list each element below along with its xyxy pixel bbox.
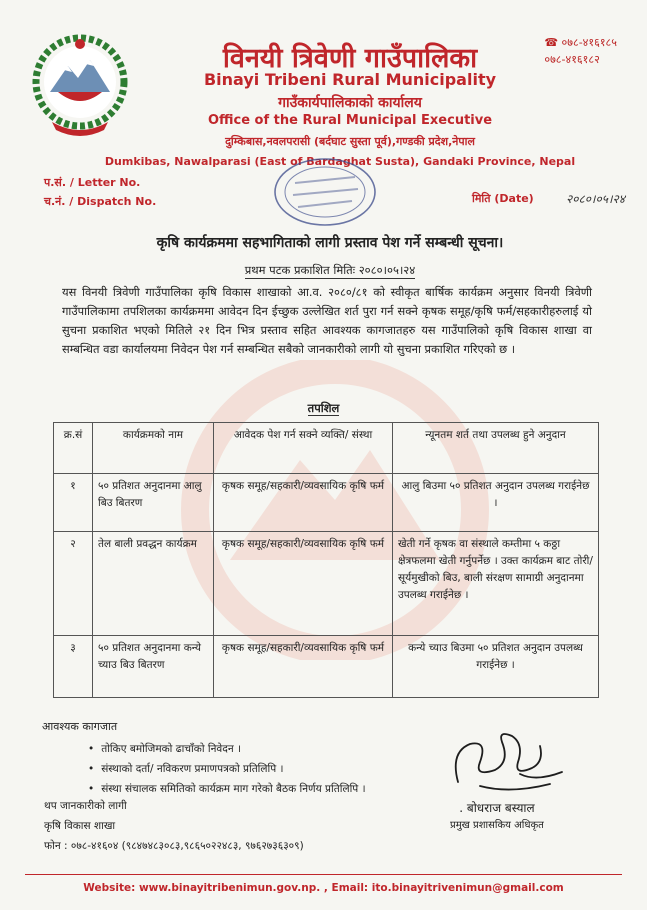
address-np: दुम्किबास,नवलपरासी (बर्दघाट सुस्ता पूर्व),गण्डकी प्रदेश,नेपाल bbox=[225, 135, 475, 148]
cell-condition: खेती गर्ने कृषक वा संस्थाले कम्तीमा ५ कठ्ठा क्षेत्रफलमा खेती गर्नुपर्नेछ । उक्त कार्यक्रम बाट तोरी/ सूर्यमुखीको बिउ, बाली संरक्षण सामाग्री अनुदानमा उपलब्ध गराईनेछ । bbox=[393, 532, 599, 636]
notice-subject: कृषि कार्यक्रममा सहभागिताको लागी प्रस्ताव पेश गर्ने सम्बन्धी सूचना। bbox=[156, 235, 504, 251]
signatory-name: . बोधराज बस्याल bbox=[459, 801, 535, 815]
phone-primary: ☎ ०७८-४१६१८५ bbox=[544, 36, 617, 49]
phone-secondary: ०७८-४१६१८२ bbox=[544, 53, 600, 66]
table-row bbox=[54, 474, 599, 532]
signatory-block bbox=[450, 800, 544, 834]
contact-heading: थप जानकारीको लागी bbox=[44, 800, 127, 812]
address-en: Dumkibas, Nawalparasi (East of Bardaghat Susta), Gandaki Province, Nepal bbox=[104, 155, 576, 168]
signatory-title: प्रमुख प्रशासकिय अधिकृत bbox=[450, 820, 544, 831]
required-documents-heading: आवश्यक कागजात bbox=[42, 720, 118, 733]
office-title-np: गाउँकार्यपालिकाको कार्यालय bbox=[278, 95, 422, 111]
cell-program: ५० प्रतिशत अनुदानमा आलु बिउ बितरण bbox=[93, 474, 214, 532]
contact-office: कृषि विकास शाखा bbox=[44, 820, 116, 832]
cell-serial: ३ bbox=[54, 636, 93, 698]
required-documents-list bbox=[88, 739, 366, 799]
list-item: • तोकिए बमोजिमको ढाचाँको निवेदन । bbox=[88, 739, 366, 759]
footer-contact: Website: www.binayitribenimun.gov.np. , Email: ito.binayitrivenimun@gmail.com bbox=[83, 882, 564, 894]
table-row bbox=[54, 636, 599, 698]
cell-applicant: कृषक समूह/सहकारी/व्यवसायिक कृषि फर्म bbox=[214, 474, 393, 532]
municipality-title-np: विनयी त्रिवेणी गाउँपालिका bbox=[222, 43, 478, 74]
dispatch-number-label: च.नं. / Dispatch No. bbox=[44, 195, 157, 208]
program-table bbox=[53, 422, 599, 698]
date-value: २०८०।०५।२४ bbox=[565, 192, 625, 206]
cell-condition: कन्ये च्याउ बिउमा ५० प्रतिशत अनुदान उपलब्ध गराईनेछ । bbox=[393, 636, 599, 698]
phone-numbers bbox=[544, 34, 617, 68]
header-serial: क्र.सं bbox=[54, 423, 93, 474]
cell-program: ५० प्रतिशत अनुदानमा कन्ये च्याउ बिउ बितरण bbox=[93, 636, 214, 698]
footer-divider bbox=[25, 874, 622, 875]
contact-phone: फोन : ०७८-४१६०४ (९८४७४८३०८३,९८६५०२२४८३, ९७६२७३६३०९) bbox=[44, 840, 304, 852]
office-title-en: Office of the Rural Municipal Executive bbox=[207, 113, 493, 128]
municipality-title-en: Binayi Tribeni Rural Municipality bbox=[203, 70, 497, 89]
cell-serial: २ bbox=[54, 532, 93, 636]
table-row bbox=[54, 532, 599, 636]
notice-body: यस विनयी त्रिवेणी गाउँपालिका कृषि विकास शाखाको आ.व. २०८०/८१ को स्वीकृत बार्षिक कार्यक्रम अनुसार विनयी त्रिवेणी गाउँपालिकामा तपशिलका कार्यक्रममा आवेदन दिन ईच्छुक उल्लेखित शर्त पुरा गर्न सक्ने कृषक समूह/कृषि फर्म/सहकारीहरुलाई यो सुचना प्रकाशित भएको मितिले २१ दिन भित्र प्रस्ताव सहित आवश्यक कागजातहरु यस गाउँपालिको कृषि विकास शाखा वा सम्बन्धित वडा कार्यालयमा निवेदन पेश गर्न सम्बन्धित सबैको जानकारीको लागी यो सुचना प्रकाशित गरिएको छ । bbox=[62, 285, 592, 356]
cell-applicant: कृषक समूह/सहकारी/व्यवसायिक कृषि फर्म bbox=[214, 636, 393, 698]
list-item: • संस्था संचालक समितिको कार्यक्रम माग गरेको बैठक निर्णय प्रतिलिपि । bbox=[88, 779, 366, 799]
list-item: • संस्थाको दर्ता/ नविकरण प्रमाणपत्रको प्रतिलिपि । bbox=[88, 759, 366, 779]
table-header-row bbox=[54, 423, 599, 474]
date-label: मिति (Date) bbox=[472, 192, 534, 205]
nepal-emblem-logo bbox=[30, 30, 130, 140]
contact-info bbox=[44, 796, 304, 856]
cell-serial: १ bbox=[54, 474, 93, 532]
cell-program: तेल बाली प्रवद्धन कार्यक्रम bbox=[93, 532, 214, 636]
header-condition: न्यूनतम शर्त तथा उपलब्ध हुने अनुदान bbox=[393, 423, 599, 474]
cell-condition: आलु बिउमा ५० प्रतिशत अनुदान उपलब्ध गराईनेछ । bbox=[393, 474, 599, 532]
handwritten-signature bbox=[440, 722, 570, 797]
office-stamp bbox=[270, 155, 380, 230]
header-program: कार्यक्रमको नाम bbox=[93, 423, 214, 474]
letter-number-label: प.सं. / Letter No. bbox=[44, 176, 141, 189]
published-date-text: प्रथम पटक प्रकाशित मितिः २०८०।०५।२४ bbox=[244, 263, 416, 277]
header-applicant: आवेदक पेश गर्न सक्ने व्यक्ति/ संस्था bbox=[214, 423, 393, 474]
schedule-heading bbox=[0, 401, 647, 416]
schedule-heading-text: तपशिल bbox=[307, 401, 340, 415]
cell-applicant: कृषक समूह/सहकारी/व्यवसायिक कृषि फर्म bbox=[214, 532, 393, 636]
published-date bbox=[60, 263, 600, 278]
